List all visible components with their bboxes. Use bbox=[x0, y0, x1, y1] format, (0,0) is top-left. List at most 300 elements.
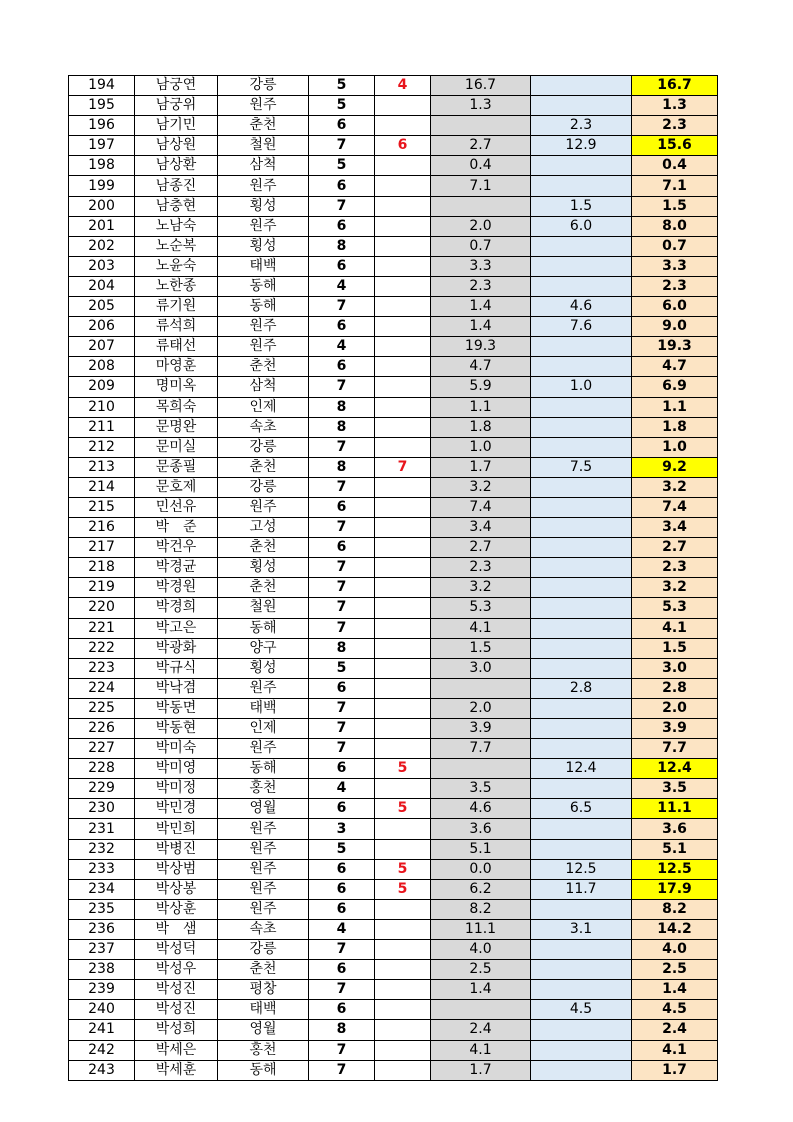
score-a-cell: 1.4 bbox=[431, 317, 531, 337]
region-cell: 인제 bbox=[218, 719, 309, 739]
grade-cell: 6 bbox=[309, 1000, 375, 1020]
bonus-cell bbox=[375, 377, 431, 397]
total-cell: 17.9 bbox=[632, 879, 718, 899]
score-a-cell: 3.9 bbox=[431, 719, 531, 739]
region-cell: 동해 bbox=[218, 297, 309, 317]
row-number-cell: 215 bbox=[69, 497, 135, 517]
total-cell: 2.3 bbox=[632, 116, 718, 136]
grade-cell: 7 bbox=[309, 698, 375, 718]
grade-cell: 7 bbox=[309, 578, 375, 598]
name-cell: 민선유 bbox=[135, 497, 218, 517]
bonus-cell bbox=[375, 558, 431, 578]
grade-cell: 6 bbox=[309, 538, 375, 558]
score-b-cell bbox=[531, 719, 632, 739]
bonus-cell: 5 bbox=[375, 759, 431, 779]
region-cell: 동해 bbox=[218, 276, 309, 296]
score-b-cell bbox=[531, 437, 632, 457]
bonus-cell bbox=[375, 176, 431, 196]
table-row bbox=[69, 578, 718, 598]
bonus-cell bbox=[375, 739, 431, 759]
table-row bbox=[69, 638, 718, 658]
row-number-cell: 235 bbox=[69, 899, 135, 919]
region-cell: 삼척 bbox=[218, 156, 309, 176]
score-b-cell bbox=[531, 337, 632, 357]
score-a-cell: 2.3 bbox=[431, 276, 531, 296]
total-cell: 3.6 bbox=[632, 819, 718, 839]
name-cell: 남충현 bbox=[135, 196, 218, 216]
bonus-cell bbox=[375, 678, 431, 698]
table-row bbox=[69, 980, 718, 1000]
row-number-cell: 222 bbox=[69, 638, 135, 658]
region-cell: 강릉 bbox=[218, 477, 309, 497]
score-b-cell bbox=[531, 357, 632, 377]
name-cell: 박미영 bbox=[135, 759, 218, 779]
row-number-cell: 238 bbox=[69, 960, 135, 980]
score-a-cell: 1.4 bbox=[431, 297, 531, 317]
table-row bbox=[69, 337, 718, 357]
bonus-cell bbox=[375, 357, 431, 377]
table-row bbox=[69, 839, 718, 859]
grade-cell: 5 bbox=[309, 839, 375, 859]
total-cell: 2.3 bbox=[632, 558, 718, 578]
score-a-cell: 0.7 bbox=[431, 236, 531, 256]
table-row bbox=[69, 558, 718, 578]
bonus-cell bbox=[375, 578, 431, 598]
region-cell: 춘천 bbox=[218, 578, 309, 598]
score-b-cell: 12.4 bbox=[531, 759, 632, 779]
region-cell: 횡성 bbox=[218, 658, 309, 678]
score-b-cell bbox=[531, 618, 632, 638]
grade-cell: 6 bbox=[309, 859, 375, 879]
table-row bbox=[69, 116, 718, 136]
bonus-cell bbox=[375, 397, 431, 417]
row-number-cell: 225 bbox=[69, 698, 135, 718]
grade-cell: 4 bbox=[309, 779, 375, 799]
table-row bbox=[69, 377, 718, 397]
table-row bbox=[69, 216, 718, 236]
row-number-cell: 233 bbox=[69, 859, 135, 879]
score-a-cell: 3.2 bbox=[431, 477, 531, 497]
name-cell: 박동면 bbox=[135, 698, 218, 718]
grade-cell: 7 bbox=[309, 518, 375, 538]
name-cell: 류석희 bbox=[135, 317, 218, 337]
region-cell: 강릉 bbox=[218, 940, 309, 960]
region-cell: 동해 bbox=[218, 759, 309, 779]
total-cell: 1.5 bbox=[632, 638, 718, 658]
row-number-cell: 216 bbox=[69, 518, 135, 538]
row-number-cell: 224 bbox=[69, 678, 135, 698]
score-b-cell bbox=[531, 1060, 632, 1080]
region-cell: 태백 bbox=[218, 1000, 309, 1020]
bonus-cell bbox=[375, 538, 431, 558]
name-cell: 박성진 bbox=[135, 980, 218, 1000]
score-b-cell bbox=[531, 1020, 632, 1040]
table-row bbox=[69, 317, 718, 337]
row-number-cell: 242 bbox=[69, 1040, 135, 1060]
region-cell: 원주 bbox=[218, 839, 309, 859]
name-cell: 박성우 bbox=[135, 960, 218, 980]
row-number-cell: 196 bbox=[69, 116, 135, 136]
row-number-cell: 237 bbox=[69, 940, 135, 960]
score-a-cell: 3.6 bbox=[431, 819, 531, 839]
name-cell: 류기원 bbox=[135, 297, 218, 317]
score-a-cell: 7.4 bbox=[431, 497, 531, 517]
total-cell: 1.3 bbox=[632, 96, 718, 116]
bonus-cell bbox=[375, 618, 431, 638]
region-cell: 원주 bbox=[218, 337, 309, 357]
row-number-cell: 228 bbox=[69, 759, 135, 779]
region-cell: 홍천 bbox=[218, 779, 309, 799]
score-a-cell: 3.0 bbox=[431, 658, 531, 678]
name-cell: 문명완 bbox=[135, 417, 218, 437]
score-b-cell bbox=[531, 739, 632, 759]
score-a-cell: 8.2 bbox=[431, 899, 531, 919]
total-cell: 12.4 bbox=[632, 759, 718, 779]
row-number-cell: 202 bbox=[69, 236, 135, 256]
bonus-cell bbox=[375, 477, 431, 497]
grade-cell: 8 bbox=[309, 1020, 375, 1040]
bonus-cell bbox=[375, 518, 431, 538]
score-b-cell bbox=[531, 558, 632, 578]
grade-cell: 6 bbox=[309, 799, 375, 819]
grade-cell: 7 bbox=[309, 940, 375, 960]
name-cell: 박경원 bbox=[135, 578, 218, 598]
grade-cell: 5 bbox=[309, 76, 375, 96]
bonus-cell bbox=[375, 256, 431, 276]
region-cell: 인제 bbox=[218, 397, 309, 417]
score-b-cell: 6.5 bbox=[531, 799, 632, 819]
total-cell: 6.0 bbox=[632, 297, 718, 317]
total-cell: 3.2 bbox=[632, 578, 718, 598]
table-row bbox=[69, 899, 718, 919]
total-cell: 9.0 bbox=[632, 317, 718, 337]
score-b-cell bbox=[531, 518, 632, 538]
name-cell: 노한종 bbox=[135, 276, 218, 296]
score-a-cell: 4.1 bbox=[431, 618, 531, 638]
name-cell: 박낙겸 bbox=[135, 678, 218, 698]
region-cell: 횡성 bbox=[218, 236, 309, 256]
region-cell: 원주 bbox=[218, 497, 309, 517]
score-a-cell: 1.5 bbox=[431, 638, 531, 658]
region-cell: 원주 bbox=[218, 96, 309, 116]
grade-cell: 6 bbox=[309, 960, 375, 980]
table-row bbox=[69, 759, 718, 779]
name-cell: 박 샘 bbox=[135, 919, 218, 939]
region-cell: 원주 bbox=[218, 879, 309, 899]
score-b-cell: 7.5 bbox=[531, 457, 632, 477]
row-number-cell: 230 bbox=[69, 799, 135, 819]
row-number-cell: 232 bbox=[69, 839, 135, 859]
score-b-cell bbox=[531, 497, 632, 517]
bonus-cell bbox=[375, 196, 431, 216]
total-cell: 1.4 bbox=[632, 980, 718, 1000]
name-cell: 박광화 bbox=[135, 638, 218, 658]
score-b-cell bbox=[531, 839, 632, 859]
name-cell: 남궁위 bbox=[135, 96, 218, 116]
score-b-cell bbox=[531, 417, 632, 437]
name-cell: 박고은 bbox=[135, 618, 218, 638]
total-cell: 19.3 bbox=[632, 337, 718, 357]
score-a-cell: 2.0 bbox=[431, 698, 531, 718]
score-a-cell bbox=[431, 196, 531, 216]
table-row bbox=[69, 940, 718, 960]
table-row bbox=[69, 196, 718, 216]
score-b-cell: 1.5 bbox=[531, 196, 632, 216]
total-cell: 15.6 bbox=[632, 136, 718, 156]
region-cell: 원주 bbox=[218, 176, 309, 196]
total-cell: 1.1 bbox=[632, 397, 718, 417]
score-b-cell bbox=[531, 819, 632, 839]
row-number-cell: 231 bbox=[69, 819, 135, 839]
total-cell: 4.7 bbox=[632, 357, 718, 377]
table-row bbox=[69, 779, 718, 799]
total-cell: 7.1 bbox=[632, 176, 718, 196]
table-row bbox=[69, 176, 718, 196]
row-number-cell: 243 bbox=[69, 1060, 135, 1080]
total-cell: 16.7 bbox=[632, 76, 718, 96]
name-cell: 문미실 bbox=[135, 437, 218, 457]
score-a-cell: 1.1 bbox=[431, 397, 531, 417]
total-cell: 2.3 bbox=[632, 276, 718, 296]
region-cell: 동해 bbox=[218, 618, 309, 638]
name-cell: 마영훈 bbox=[135, 357, 218, 377]
grade-cell: 7 bbox=[309, 1060, 375, 1080]
grade-cell: 8 bbox=[309, 417, 375, 437]
region-cell: 원주 bbox=[218, 317, 309, 337]
table-row bbox=[69, 960, 718, 980]
total-cell: 3.2 bbox=[632, 477, 718, 497]
score-a-cell: 1.7 bbox=[431, 457, 531, 477]
row-number-cell: 223 bbox=[69, 658, 135, 678]
score-table-body bbox=[69, 76, 718, 1081]
region-cell: 원주 bbox=[218, 678, 309, 698]
table-row bbox=[69, 276, 718, 296]
region-cell: 고성 bbox=[218, 518, 309, 538]
bonus-cell: 5 bbox=[375, 799, 431, 819]
table-row bbox=[69, 297, 718, 317]
table-row bbox=[69, 457, 718, 477]
grade-cell: 7 bbox=[309, 297, 375, 317]
score-a-cell: 0.4 bbox=[431, 156, 531, 176]
score-b-cell bbox=[531, 638, 632, 658]
table-row bbox=[69, 618, 718, 638]
name-cell: 박미정 bbox=[135, 779, 218, 799]
score-a-cell: 2.5 bbox=[431, 960, 531, 980]
name-cell: 박미숙 bbox=[135, 739, 218, 759]
region-cell: 원주 bbox=[218, 216, 309, 236]
score-a-cell: 19.3 bbox=[431, 337, 531, 357]
total-cell: 0.7 bbox=[632, 236, 718, 256]
score-a-cell: 4.6 bbox=[431, 799, 531, 819]
name-cell: 목희숙 bbox=[135, 397, 218, 417]
region-cell: 평창 bbox=[218, 980, 309, 1000]
name-cell: 노남숙 bbox=[135, 216, 218, 236]
grade-cell: 6 bbox=[309, 899, 375, 919]
total-cell: 1.5 bbox=[632, 196, 718, 216]
grade-cell: 4 bbox=[309, 337, 375, 357]
row-number-cell: 209 bbox=[69, 377, 135, 397]
row-number-cell: 199 bbox=[69, 176, 135, 196]
table-row bbox=[69, 698, 718, 718]
table-row bbox=[69, 477, 718, 497]
grade-cell: 6 bbox=[309, 216, 375, 236]
score-b-cell bbox=[531, 578, 632, 598]
row-number-cell: 226 bbox=[69, 719, 135, 739]
row-number-cell: 208 bbox=[69, 357, 135, 377]
bonus-cell bbox=[375, 497, 431, 517]
region-cell: 원주 bbox=[218, 739, 309, 759]
score-b-cell: 4.5 bbox=[531, 1000, 632, 1020]
grade-cell: 6 bbox=[309, 256, 375, 276]
name-cell: 문종필 bbox=[135, 457, 218, 477]
grade-cell: 6 bbox=[309, 116, 375, 136]
total-cell: 4.0 bbox=[632, 940, 718, 960]
grade-cell: 7 bbox=[309, 980, 375, 1000]
region-cell: 영월 bbox=[218, 799, 309, 819]
name-cell: 박성덕 bbox=[135, 940, 218, 960]
score-b-cell bbox=[531, 256, 632, 276]
row-number-cell: 203 bbox=[69, 256, 135, 276]
table-row bbox=[69, 1000, 718, 1020]
total-cell: 11.1 bbox=[632, 799, 718, 819]
score-a-cell bbox=[431, 116, 531, 136]
total-cell: 6.9 bbox=[632, 377, 718, 397]
row-number-cell: 218 bbox=[69, 558, 135, 578]
region-cell: 동해 bbox=[218, 1060, 309, 1080]
row-number-cell: 200 bbox=[69, 196, 135, 216]
region-cell: 춘천 bbox=[218, 457, 309, 477]
score-a-cell: 3.3 bbox=[431, 256, 531, 276]
region-cell: 영월 bbox=[218, 1020, 309, 1040]
grade-cell: 6 bbox=[309, 678, 375, 698]
score-a-cell: 7.1 bbox=[431, 176, 531, 196]
name-cell: 남상원 bbox=[135, 136, 218, 156]
bonus-cell bbox=[375, 276, 431, 296]
row-number-cell: 210 bbox=[69, 397, 135, 417]
table-row bbox=[69, 919, 718, 939]
score-b-cell: 3.1 bbox=[531, 919, 632, 939]
bonus-cell bbox=[375, 1000, 431, 1020]
row-number-cell: 194 bbox=[69, 76, 135, 96]
row-number-cell: 198 bbox=[69, 156, 135, 176]
row-number-cell: 197 bbox=[69, 136, 135, 156]
bonus-cell bbox=[375, 719, 431, 739]
bonus-cell: 5 bbox=[375, 859, 431, 879]
row-number-cell: 204 bbox=[69, 276, 135, 296]
region-cell: 춘천 bbox=[218, 960, 309, 980]
score-b-cell: 2.8 bbox=[531, 678, 632, 698]
table-row bbox=[69, 859, 718, 879]
grade-cell: 7 bbox=[309, 618, 375, 638]
name-cell: 박민경 bbox=[135, 799, 218, 819]
row-number-cell: 211 bbox=[69, 417, 135, 437]
grade-cell: 8 bbox=[309, 638, 375, 658]
grade-cell: 7 bbox=[309, 377, 375, 397]
total-cell: 3.3 bbox=[632, 256, 718, 276]
region-cell: 횡성 bbox=[218, 196, 309, 216]
row-number-cell: 195 bbox=[69, 96, 135, 116]
row-number-cell: 239 bbox=[69, 980, 135, 1000]
score-a-cell: 1.7 bbox=[431, 1060, 531, 1080]
bonus-cell bbox=[375, 437, 431, 457]
score-b-cell bbox=[531, 658, 632, 678]
row-number-cell: 212 bbox=[69, 437, 135, 457]
score-a-cell: 1.3 bbox=[431, 96, 531, 116]
total-cell: 2.5 bbox=[632, 960, 718, 980]
score-a-cell: 6.2 bbox=[431, 879, 531, 899]
score-b-cell bbox=[531, 940, 632, 960]
grade-cell: 6 bbox=[309, 357, 375, 377]
total-cell: 8.0 bbox=[632, 216, 718, 236]
score-b-cell bbox=[531, 236, 632, 256]
score-b-cell bbox=[531, 76, 632, 96]
name-cell: 남궁연 bbox=[135, 76, 218, 96]
name-cell: 박성진 bbox=[135, 1000, 218, 1020]
name-cell: 박세은 bbox=[135, 1040, 218, 1060]
grade-cell: 7 bbox=[309, 196, 375, 216]
row-number-cell: 205 bbox=[69, 297, 135, 317]
grade-cell: 5 bbox=[309, 96, 375, 116]
score-b-cell: 12.9 bbox=[531, 136, 632, 156]
score-b-cell bbox=[531, 960, 632, 980]
table-row bbox=[69, 1040, 718, 1060]
name-cell: 박민희 bbox=[135, 819, 218, 839]
row-number-cell: 217 bbox=[69, 538, 135, 558]
score-a-cell: 16.7 bbox=[431, 76, 531, 96]
name-cell: 남상환 bbox=[135, 156, 218, 176]
table-row bbox=[69, 1020, 718, 1040]
region-cell: 양구 bbox=[218, 638, 309, 658]
total-cell: 12.5 bbox=[632, 859, 718, 879]
score-a-cell: 7.7 bbox=[431, 739, 531, 759]
row-number-cell: 227 bbox=[69, 739, 135, 759]
bonus-cell: 6 bbox=[375, 136, 431, 156]
region-cell: 삼척 bbox=[218, 377, 309, 397]
table-row bbox=[69, 417, 718, 437]
region-cell: 원주 bbox=[218, 899, 309, 919]
bonus-cell: 5 bbox=[375, 879, 431, 899]
table-row bbox=[69, 256, 718, 276]
grade-cell: 5 bbox=[309, 658, 375, 678]
total-cell: 4.1 bbox=[632, 1040, 718, 1060]
table-row bbox=[69, 397, 718, 417]
score-b-cell bbox=[531, 276, 632, 296]
bonus-cell bbox=[375, 698, 431, 718]
row-number-cell: 207 bbox=[69, 337, 135, 357]
table-row bbox=[69, 156, 718, 176]
grade-cell: 7 bbox=[309, 1040, 375, 1060]
grade-cell: 8 bbox=[309, 397, 375, 417]
bonus-cell bbox=[375, 156, 431, 176]
score-b-cell: 11.7 bbox=[531, 879, 632, 899]
name-cell: 명미옥 bbox=[135, 377, 218, 397]
score-b-cell: 7.6 bbox=[531, 317, 632, 337]
name-cell: 박건우 bbox=[135, 538, 218, 558]
row-number-cell: 206 bbox=[69, 317, 135, 337]
total-cell: 0.4 bbox=[632, 156, 718, 176]
table-row bbox=[69, 678, 718, 698]
score-b-cell bbox=[531, 156, 632, 176]
score-a-cell: 1.8 bbox=[431, 417, 531, 437]
score-a-cell: 1.4 bbox=[431, 980, 531, 1000]
score-a-cell bbox=[431, 678, 531, 698]
bonus-cell bbox=[375, 1040, 431, 1060]
score-b-cell: 6.0 bbox=[531, 216, 632, 236]
total-cell: 1.7 bbox=[632, 1060, 718, 1080]
row-number-cell: 201 bbox=[69, 216, 135, 236]
score-a-cell: 2.3 bbox=[431, 558, 531, 578]
bonus-cell bbox=[375, 417, 431, 437]
